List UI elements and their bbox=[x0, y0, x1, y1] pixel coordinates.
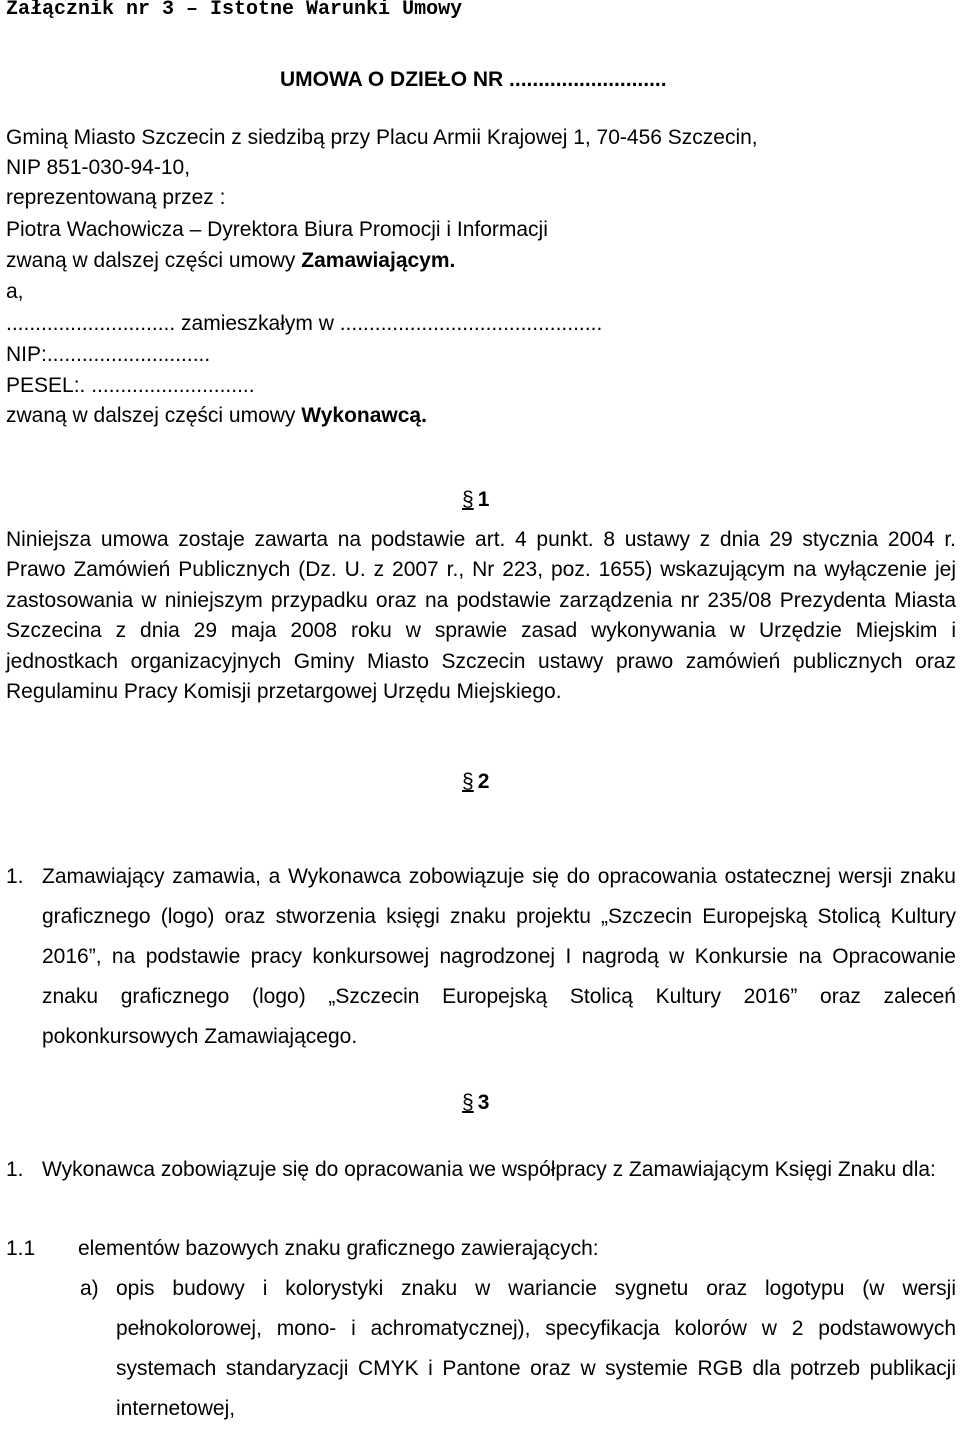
attachment-title: Załącznik nr 3 – Istotne Warunki Umowy bbox=[6, 0, 463, 21]
section-number: 1 bbox=[477, 488, 490, 511]
parties-line-2: NIP 851-030-94-10, bbox=[6, 156, 191, 179]
contract-title: UMOWA O DZIEŁO NR ........................... bbox=[280, 68, 667, 91]
section-number: 3 bbox=[477, 1091, 490, 1114]
party-role-prefix: zwaną w dalszej części umowy bbox=[6, 249, 302, 272]
parties-line-3: reprezentowaną przez : bbox=[6, 186, 226, 209]
item-text: elementów bazowych znaku graficznego zawierających: bbox=[78, 1237, 599, 1260]
section-symbol: § bbox=[462, 488, 474, 511]
section-1-text: Niniejsza umowa zostaje zawarta na podstawie art. 4 punkt. 8 ustawy z dnia 29 stycznia 2004 r. Prawo Zamówień Publicznych (Dz. U. z 2007 r., Nr 223, poz. 1655) wskazującym na wyłączenie jej zastosowania w niniejszym przypadku oraz na podstawie zarządzenia nr 235/08 Prezydenta Miasta Szczecina z dnia 29 maja 2008 roku w sprawie zasad wykonywania w Urzędzie Miejskim i jednostkach organizacyjnych Gminy Miasto Szczecin ustawy prawo zamówień publicznych oraz Regulaminu Pracy Komisji przetargowej Urzędu Miejskiego. bbox=[6, 528, 956, 704]
item-letter: a) bbox=[80, 1277, 99, 1300]
parties-line-5 bbox=[6, 249, 455, 273]
parties-line-8: NIP:............................ bbox=[6, 343, 211, 366]
party-role-prefix: zwaną w dalszej części umowy bbox=[6, 404, 302, 427]
section-symbol: § bbox=[462, 770, 474, 793]
item-text: opis budowy i kolorystyki znaku w wariancie sygnetu oraz logotypu (w wersji pełnokolorowej, mono- i achromatycznej), specyfikacja kolorów w 2 podstawowych systemach standaryzacji CMYK i Pantone oraz w systemie RGB dla potrzeb publikacji internetowej, bbox=[116, 1277, 956, 1420]
parties-line-10 bbox=[6, 404, 427, 428]
item-number: 1. bbox=[6, 865, 24, 888]
section-symbol: § bbox=[462, 1091, 474, 1114]
parties-line-1: Gminą Miasto Szczecin z siedzibą przy Placu Armii Krajowej 1, 70-456 Szczecin, bbox=[6, 126, 758, 149]
party-role-contractor: Wykonawcą. bbox=[301, 404, 427, 427]
parties-line-6: a, bbox=[6, 280, 24, 303]
section-1-heading bbox=[462, 488, 489, 512]
parties-line-9: PESEL:. ............................ bbox=[6, 374, 255, 397]
section-2-heading bbox=[462, 770, 489, 794]
item-text: Zamawiający zamawia, a Wykonawca zobowiązuje się do opracowania ostatecznej wersji znaku graficznego (logo) oraz stworzenia księgi znaku projektu „Szczecin Europejską Stolicą Kultury 2016”, na podstawie pracy konkursowej nagrodzonej I nagrodą w Konkursie na Opracowanie znaku graficznego (logo) „Szczecin Europejską Stolicą Kultury 2016” oraz zaleceń pokonkursowych Zamawiającego. bbox=[42, 865, 956, 1048]
item-number: 1.1 bbox=[6, 1237, 36, 1260]
item-number: 1. bbox=[6, 1158, 24, 1181]
party-role-ordering: Zamawiającym. bbox=[301, 249, 456, 272]
section-3-heading bbox=[462, 1091, 489, 1115]
parties-line-7: ............................. zamieszkałym w ............................................. bbox=[6, 312, 603, 335]
item-text: Wykonawca zobowiązuje się do opracowania we współpracy z Zamawiającym Księgi Znaku dla: bbox=[42, 1158, 936, 1181]
parties-line-4: Piotra Wachowicza – Dyrektora Biura Promocji i Informacji bbox=[6, 218, 548, 241]
section-number: 2 bbox=[477, 770, 490, 793]
